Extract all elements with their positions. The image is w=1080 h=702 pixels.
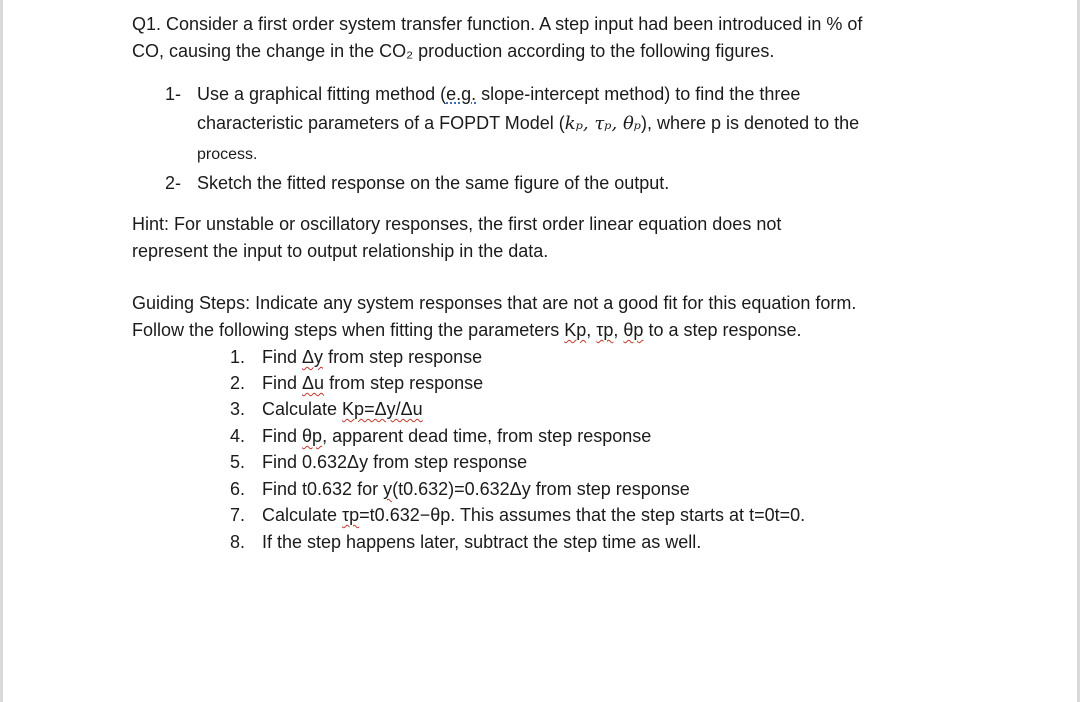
list-item [230, 424, 651, 448]
hint-line-2: represent the input to output relationship in the data. [132, 241, 549, 261]
list-item [230, 397, 423, 421]
guiding-line-1: Guiding Steps: Indicate any system responses that are not a good fit for this equation form. [132, 293, 857, 313]
list-item [230, 503, 805, 527]
step-text-w: Δy [302, 347, 324, 367]
step-text-b: from step response [323, 347, 483, 367]
page-edge-left [0, 0, 3, 702]
step-number: 5. [230, 452, 246, 472]
guiding-text-a: Follow the following steps when fitting the parameters [132, 320, 565, 340]
step-text-a: Calculate [262, 399, 343, 419]
guiding-tp: τp [596, 320, 614, 340]
question-line-2: CO, causing the change in the CO₂ production according to the following figures. [132, 41, 775, 61]
step-number: 8. [230, 532, 246, 552]
task-2-marker: 2- [165, 173, 182, 193]
list-item [230, 530, 701, 554]
step-text-w: τp [342, 505, 360, 525]
step-text-w: θp [302, 426, 323, 446]
task-1-text-d: ), where p is denoted to the [640, 113, 860, 133]
step-text-b: , apparent dead time, from step response [322, 426, 652, 446]
step-number: 1. [230, 347, 246, 367]
step-text-a: If the step happens later, subtract the step time as well. [262, 532, 702, 552]
guiding-sep-2: , [613, 320, 624, 340]
guiding-thp: θp [623, 320, 644, 340]
task-1-text-a: Use a graphical fitting method ( [197, 84, 447, 104]
step-text-a: Find [262, 347, 303, 367]
step-text-a: Find t0.632 for [262, 479, 384, 499]
task-1-line-1 [197, 82, 800, 106]
task-1-line-3: process. [197, 146, 258, 163]
step-text-b: (t0.632)=0.632Δy from step response [392, 479, 690, 499]
task-1-line-2 [197, 111, 859, 136]
step-text-w: y [383, 479, 393, 499]
step-text-a: Calculate [262, 505, 343, 525]
step-text-w: Δu [302, 373, 325, 393]
guiding-sep-1: , [586, 320, 597, 340]
task-1-eg: e.g. [446, 84, 477, 104]
task-1-text-c: characteristic parameters of a FOPDT Model ( [197, 113, 565, 133]
step-number: 6. [230, 479, 246, 499]
step-number: 7. [230, 505, 246, 525]
step-text-a: Find [262, 426, 303, 446]
step-text-w: Kp=Δy/Δu [342, 399, 423, 419]
list-item [230, 477, 690, 501]
step-number: 3. [230, 399, 246, 419]
question-line-1: Q1. Consider a first order system transfer function. A step input had been introduced in % of [132, 14, 863, 34]
step-text-b: =t0.632−θp. This assumes that the step starts at t=0t=0. [359, 505, 806, 525]
task-1-text-b: slope-intercept method) to find the three [476, 84, 801, 104]
task-1-marker: 1- [165, 84, 182, 104]
hint-line-1: Hint: For unstable or oscillatory responses, the first order linear equation does not [132, 214, 782, 234]
step-text-a: Find 0.632Δy from step response [262, 452, 528, 472]
step-number: 2. [230, 373, 246, 393]
task-2-line-1: Sketch the fitted response on the same figure of the output. [197, 173, 670, 193]
guiding-text-b: to a step response. [643, 320, 802, 340]
fopdt-params: kₚ, τₚ, θₚ [564, 113, 641, 134]
list-item [230, 345, 482, 369]
step-number: 4. [230, 426, 246, 446]
step-text-b: from step response [324, 373, 484, 393]
list-item [230, 450, 527, 474]
list-item [230, 371, 483, 395]
step-text-a: Find [262, 373, 303, 393]
guiding-kp: Kp [564, 320, 587, 340]
guiding-line-2 [132, 318, 802, 342]
